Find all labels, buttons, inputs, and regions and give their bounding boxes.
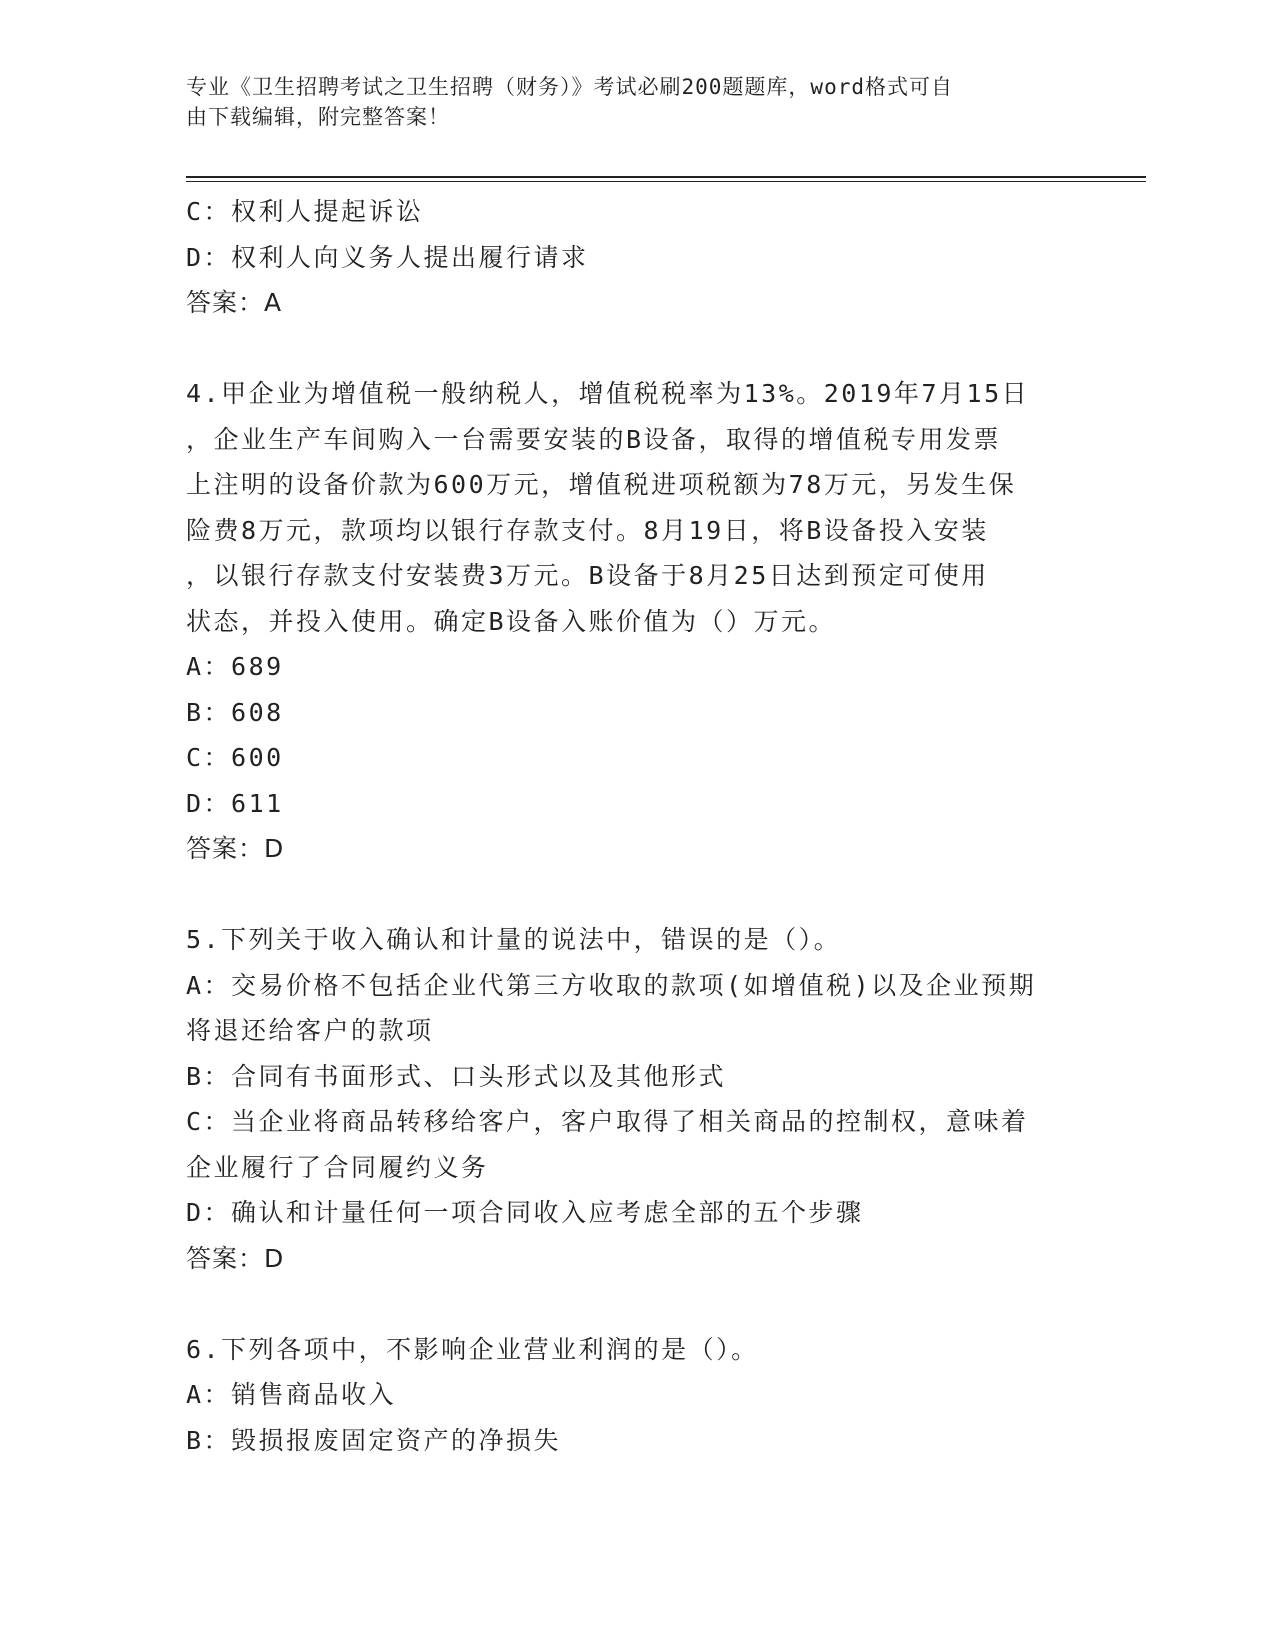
q4-answer: 答案：D: [186, 834, 285, 863]
header-line-1: 专业《卫生招聘考试之卫生招聘（财务）》考试必刷200题题库，word格式可自: [186, 75, 953, 99]
spacer: [186, 872, 1086, 918]
q4-question-line: ，以银行存款支付安装费3万元。B设备于8月25日达到预定可使用: [186, 561, 989, 590]
spacer: [186, 326, 1086, 372]
q5-question: 5.下列关于收入确认和计量的说法中，错误的是（）。: [186, 925, 842, 954]
q4-question-line: ，企业生产车间购入一台需要安装的B设备，取得的增值税专用发票: [186, 424, 1002, 454]
q6-question: 6.下列各项中，不影响企业营业利润的是（）。: [186, 1334, 759, 1364]
header-line-2: 由下载编辑，附完整答案！: [186, 105, 450, 129]
q6-option-a: A：销售商品收入: [186, 1380, 397, 1409]
q4-question-line: 上注明的设备价款为600万元，增值税进项税额为78万元，另发生保: [186, 470, 1017, 499]
q5-option-d: D：确认和计量任何一项合同收入应考虑全部的五个步骤: [186, 1198, 864, 1227]
q5-option-c: C：当企业将商品转移给客户，客户取得了相关商品的控制权，意味着: [186, 1107, 1029, 1136]
q4-option-c: C：600: [186, 743, 284, 772]
q6-option-b: B：毁损报废固定资产的净损失: [186, 1425, 562, 1455]
document-header: [186, 72, 1086, 132]
q4-option-b: B：608: [186, 697, 284, 727]
q5-option-c-cont: 企业履行了合同履约义务: [186, 1152, 489, 1182]
spacer: [186, 1281, 1086, 1327]
q5-option-b: B：合同有书面形式、口头形式以及其他形式: [186, 1061, 727, 1091]
q3-option-c: C：权利人提起诉讼: [186, 197, 424, 226]
q4-option-a: A：689: [186, 652, 284, 681]
q5-option-a-cont: 将退还给客户的款项: [186, 1016, 434, 1045]
q3-answer: 答案：A: [186, 288, 283, 317]
document-body: [186, 189, 1086, 1463]
q4-option-d: D：611: [186, 788, 284, 818]
header-divider-thick: [186, 176, 1146, 178]
q3-option-d: D：权利人向义务人提出履行请求: [186, 242, 589, 272]
q4-question-line: 状态，并投入使用。确定B设备入账价值为（）万元。: [186, 606, 837, 636]
q5-option-a: A：交易价格不包括企业代第三方收取的款项(如增值税)以及企业预期: [186, 970, 1037, 1000]
q5-answer: 答案：D: [186, 1243, 285, 1273]
q4-question-line: 4.甲企业为增值税一般纳税人，增值税税率为13%。2019年7月15日: [186, 379, 1030, 408]
q4-question-line: 险费8万元，款项均以银行存款支付。8月19日，将B设备投入安装: [186, 515, 989, 545]
header-divider-thin: [186, 181, 1146, 182]
